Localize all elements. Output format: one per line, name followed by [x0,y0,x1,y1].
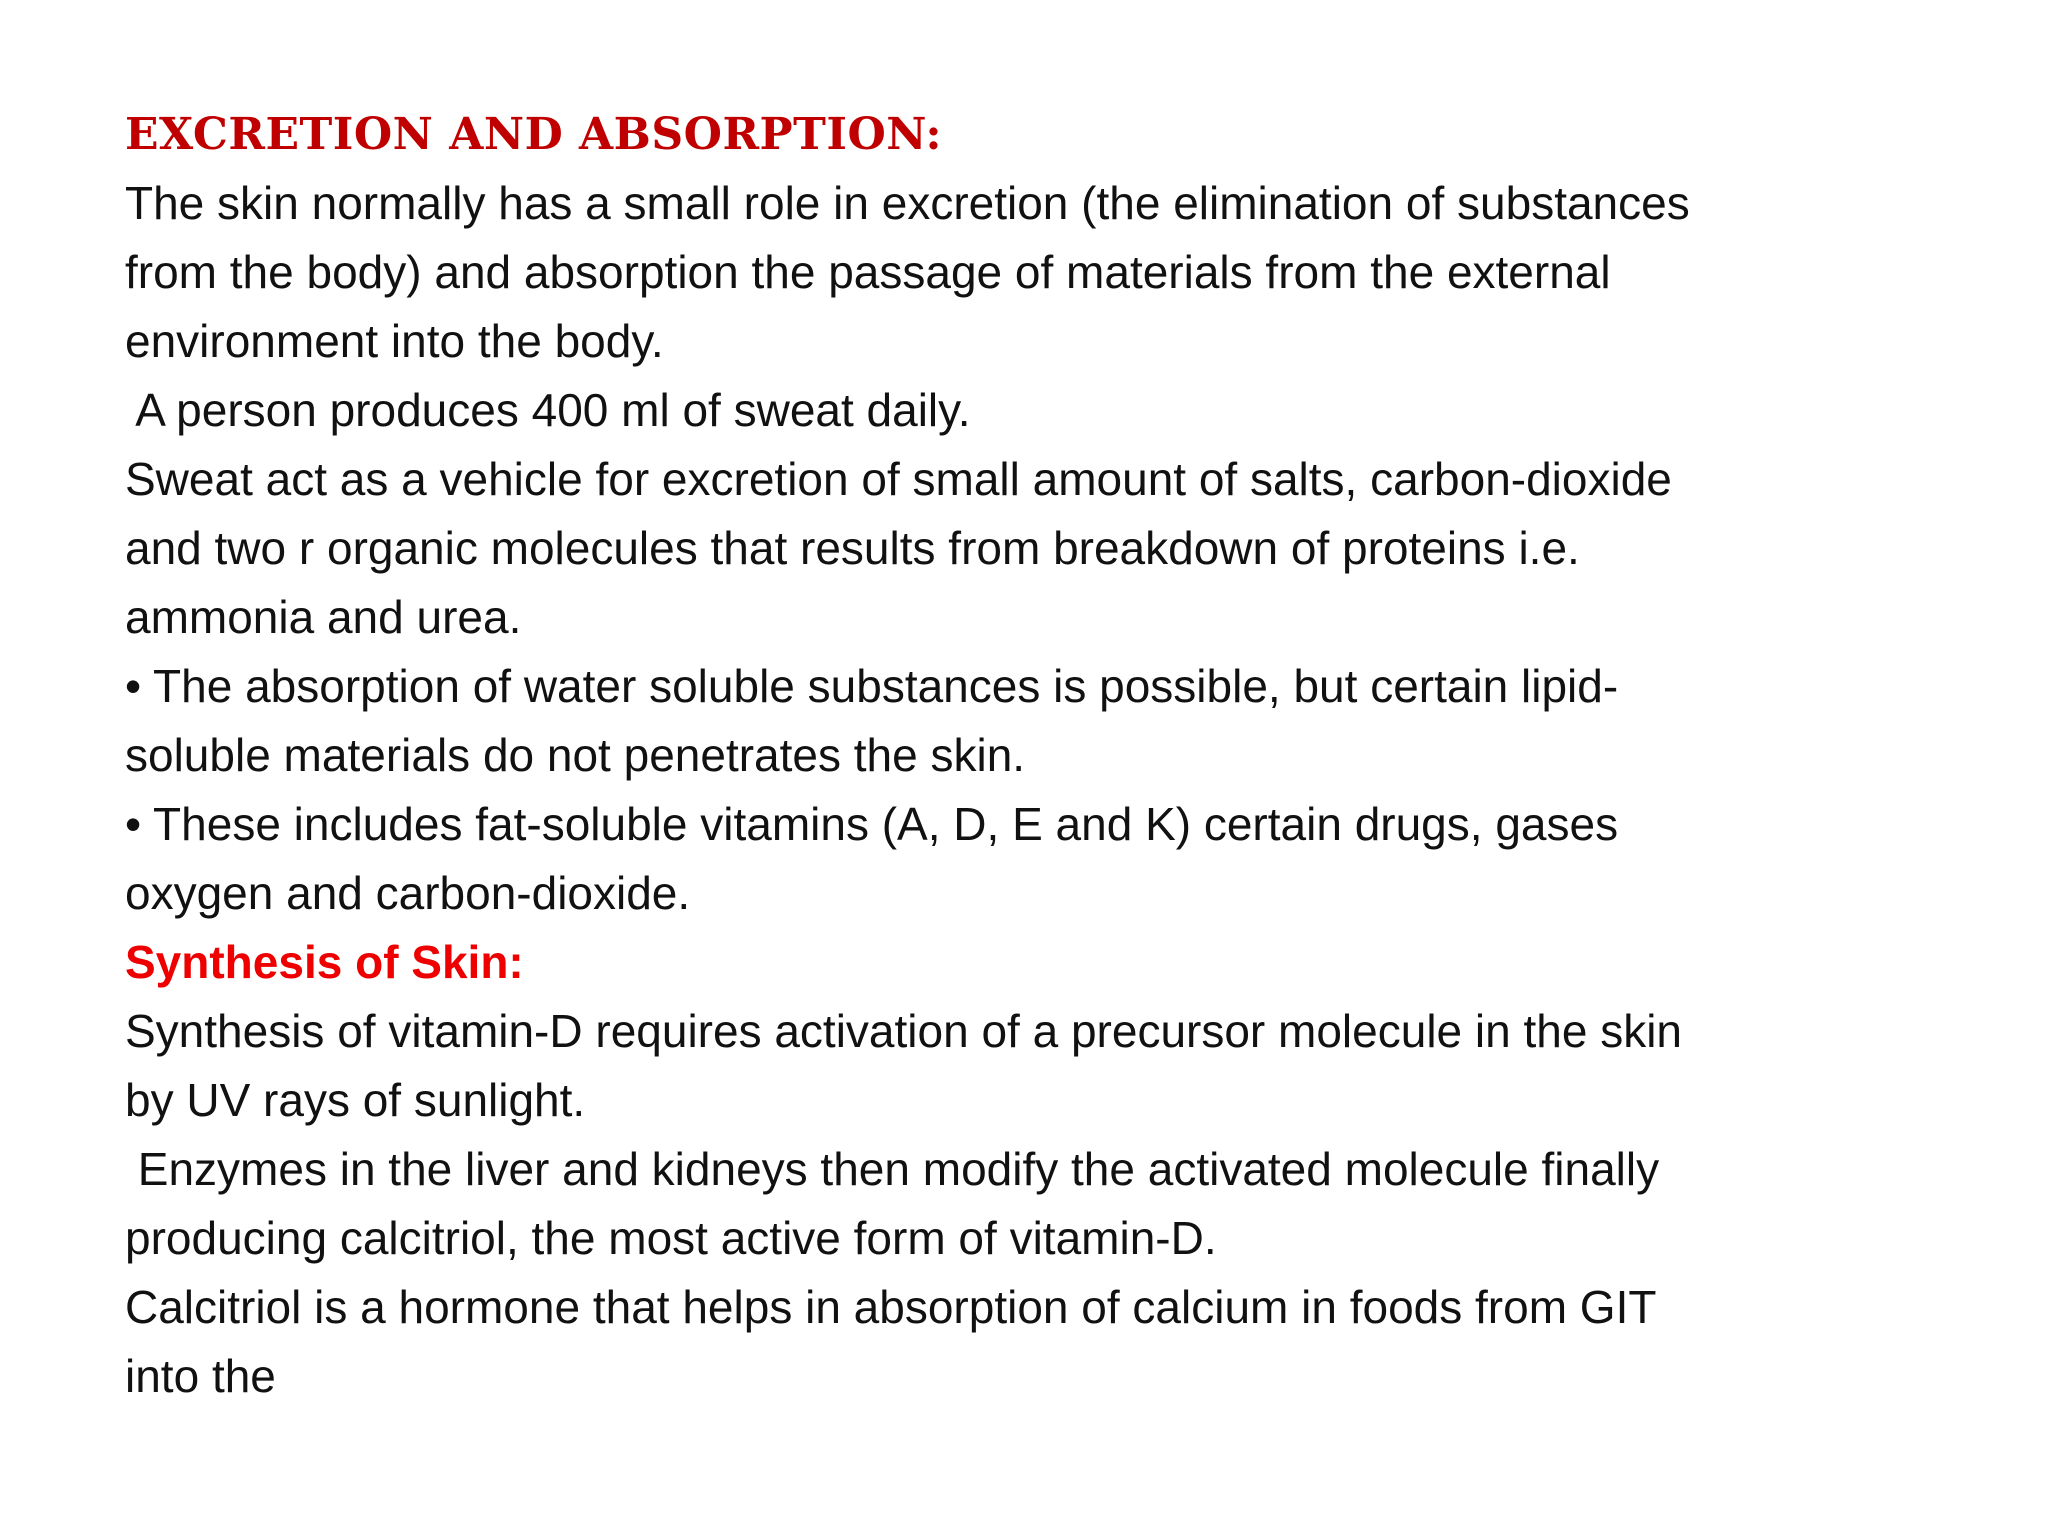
body-line: Calcitriol is a hormone that helps in absorption of calcium in foods from GIT [125,1281,1657,1333]
body-line: environment into the body. [125,315,664,367]
body-line: into the [125,1350,276,1402]
body-line: Enzymes in the liver and kidneys then modify the activated molecule finally [125,1143,1660,1195]
body-line: soluble materials do not penetrates the skin. [125,729,1026,781]
body-line: The skin normally has a small role in excretion (the elimination of substances [125,177,1690,229]
bullet-line: • These includes fat-soluble vitamins (A, D, E and K) certain drugs, gases [125,798,1619,850]
body-line: by UV rays of sunlight. [125,1074,586,1126]
heading-excretion-absorption: EXCRETION AND ABSORPTION: [125,109,943,160]
body-line: Synthesis of vitamin-D requires activation of a precursor molecule in the skin [125,1005,1683,1057]
body-line: from the body) and absorption the passage of materials from the external [125,246,1611,298]
body-line: A person produces 400 ml of sweat daily. [125,384,971,436]
body-line: oxygen and carbon-dioxide. [125,867,691,919]
heading-synthesis-of-skin: Synthesis of Skin: [125,936,524,988]
body-line: producing calcitriol, the most active form of vitamin-D. [125,1212,1217,1264]
bullet-line: • The absorption of water soluble substances is possible, but certain lipid- [125,660,1619,712]
body-line: ammonia and urea. [125,591,522,643]
body-line: and two r organic molecules that results from breakdown of proteins i.e. [125,522,1580,574]
body-line: Sweat act as a vehicle for excretion of small amount of salts, carbon-dioxide [125,453,1672,505]
slide-content [125,100,1955,1411]
